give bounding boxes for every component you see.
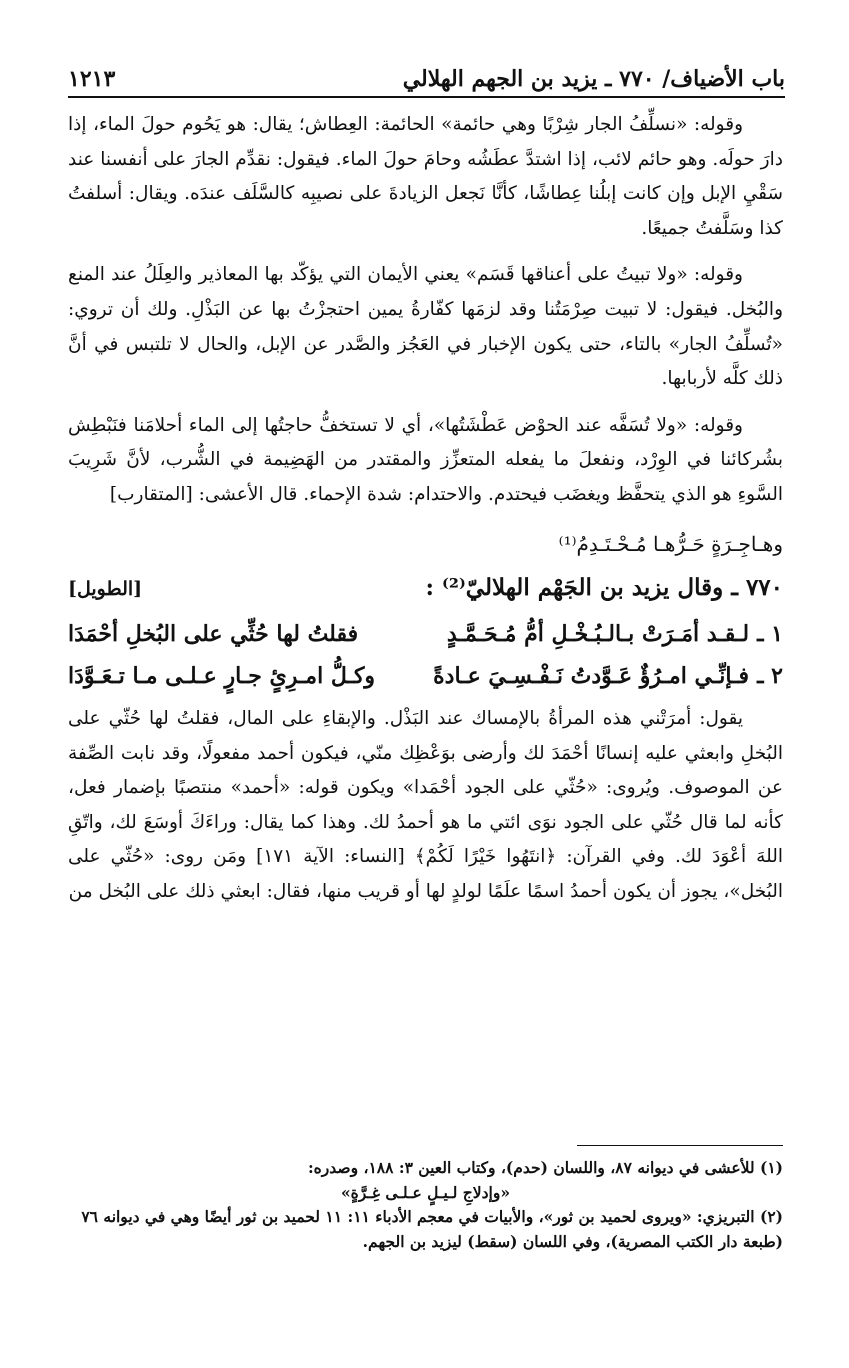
commentary-paragraph: يقول: أمرَتْني هذه المرأةُ بالإمساك عند البَذْل. والإبقاءِ على المال، فقلتُ لها حُثّي على البُخلِ وابعثي عليه إنسانًا أحْمَدَ لك وأرضى بوَعْظِك منّي، فيكون أحمد مفعولًا، وقد نابت الصِّفة عن الموصوف. ويُروى: «حُثّي على الجود أحْمَدا» ويكون قوله: «أحمد» منتصبًا بإضمار فعل، كأنه لما قال حُثّي على الجود نوَى ائتي ما هو أحمدُ لك. وهذا كما يقال: وراءَكَ أوسَعَ لك، واتّقِ اللهَ أعْوَدَ لك. وفي القرآن: ﴿انتَهُوا خَيْرًا لَكُمْ﴾ [النساء: الآية ١٧١] ومَن روى: «حُثّي على البُخل»، يجوز أن يكون أحمدُ اسمًا علَمًا لولدٍ لها أو قريب منها، فقال: ابعثي ذلك على البُخل من <box>68 707 784 902</box>
second-hemistich: وكـلُّ امـرِئٍ جـارٍ عـلـى مـا تـعَـوَّدَا <box>68 663 376 690</box>
first-hemistich-group <box>447 617 783 652</box>
header-title: باب الأضياف/ ٧٧٠ ـ يزيد بن الجهم الهلالي <box>402 66 785 92</box>
header-rule <box>68 96 785 98</box>
line-number: ٢ ـ <box>757 663 783 690</box>
paragraph-2: وقوله: «ولا تبيتُ على أعناقها قَسَم» يعني الأيمان التي يؤكّد بها المعاذير والعِلَلُ عند المنع والبُخل. فيقول: لا تبيت صِرْمَتُنا وقد لزمَها كفّارةُ يمين احتجزْتُ بها عن البَذْلِ. ولك أن تروي: «تُسلِّفُ الجار» بالتاء، حتى يكون الإخبار في العَجُز والصَّدر عن الإبل، والحال لا تلتبس في أنَّ ذلك كلَّه لأربابها. <box>68 264 783 390</box>
paragraph-1: وقوله: «نسلِّفُ الجار شِرْبًا وهي حائمة» الحائمة: العِطاش؛ يقال: هو يَحُوم حولَ الماء، إذا دارَ حولَه. وهو حائم لائب، إذا اشتدَّ عطَشُه وحامَ حولَ الماء. فيقول: نقدِّم الجارَ على أنفسنا عند سَقْيِ الإبل وإن كانت إبلُنا عِطاشًا، كأنَّا نَجعل الزيادةَ على نصيبِه كالسَّلَف عندَه. ويقال: أسلفتُ كذا وسَلَّفتُ جميعًا. <box>68 114 783 239</box>
first-hemistich: لـقـد أمَـرَتْ بـالـبُـخْـلِ أمُّ مُـحَـمَّـدٍ <box>446 620 750 647</box>
poem-line-1 <box>68 617 783 652</box>
footnote-1-verse: «وإدلاجِ لـيـلٍ عـلـى غِـرَّةٍ» <box>340 1182 511 1202</box>
quoted-verse: وهـاجِـرَةٍ حَـرُّهـا مُـحْـتَـدِمُ⁽¹⁾ <box>558 531 783 556</box>
first-hemistich-group <box>433 659 783 694</box>
footnote-2: (٢) التبريزي: «ويروى لحميد بن ثور»، والأبيات في معجم الأدباء ١١: ١١ لحميد بن ثور أيضًا وهي في ديوانه ٧٦ (طبعة دار الكتب المصرية)، وفي اللسان (سقط) ليزيد بن الجهم. <box>81 1207 783 1251</box>
meter-label: [الطويل] <box>68 578 143 601</box>
footnote-1: (١) للأعشى في ديوانه ٨٧، واللسان (حدم)، وكتاب العين ٣: ١٨٨، وصدره: <box>307 1158 783 1177</box>
footnote-rule <box>577 1145 783 1146</box>
paragraph-3: وقوله: «ولا تُسَفَّه عند الحوْض عَطْشَتُها»، أي لا تستخفُّ حاجتُها إلى الماء أحلامَنا فنَبْطِش بشُركائنا في الوِرْد، ونفعلَ ما يفعله المتعزِّز والمقتدر من الهَضِيمة في الشُّرب، لأنَّ شَرِيبَ السَّوءِ هو الذي يتحفَّظ ويغضَب فيحتدم. والاحتدام: شدة الإحماء. قال الأعشى: [المتقارب] <box>68 414 783 505</box>
first-hemistich: فـإنِّـي امـرُؤٌ عَـوَّدتُ نَـفْـسِـيَ عـادةً <box>433 663 750 690</box>
line-number: ١ ـ <box>757 620 783 647</box>
page-number: ١٢١٣ <box>68 66 116 92</box>
main-text <box>68 108 783 909</box>
second-hemistich: فقلتُ لها حُثِّي على البُخلِ أحْمَدَا <box>68 620 359 647</box>
running-header <box>68 58 785 92</box>
section-title: ٧٧٠ ـ وقال يزيد بن الجَهْم الهلاليّ⁽²⁾ : <box>425 574 783 602</box>
poem-line-2 <box>68 659 783 694</box>
footnotes <box>68 1156 783 1254</box>
section-heading <box>68 571 783 607</box>
